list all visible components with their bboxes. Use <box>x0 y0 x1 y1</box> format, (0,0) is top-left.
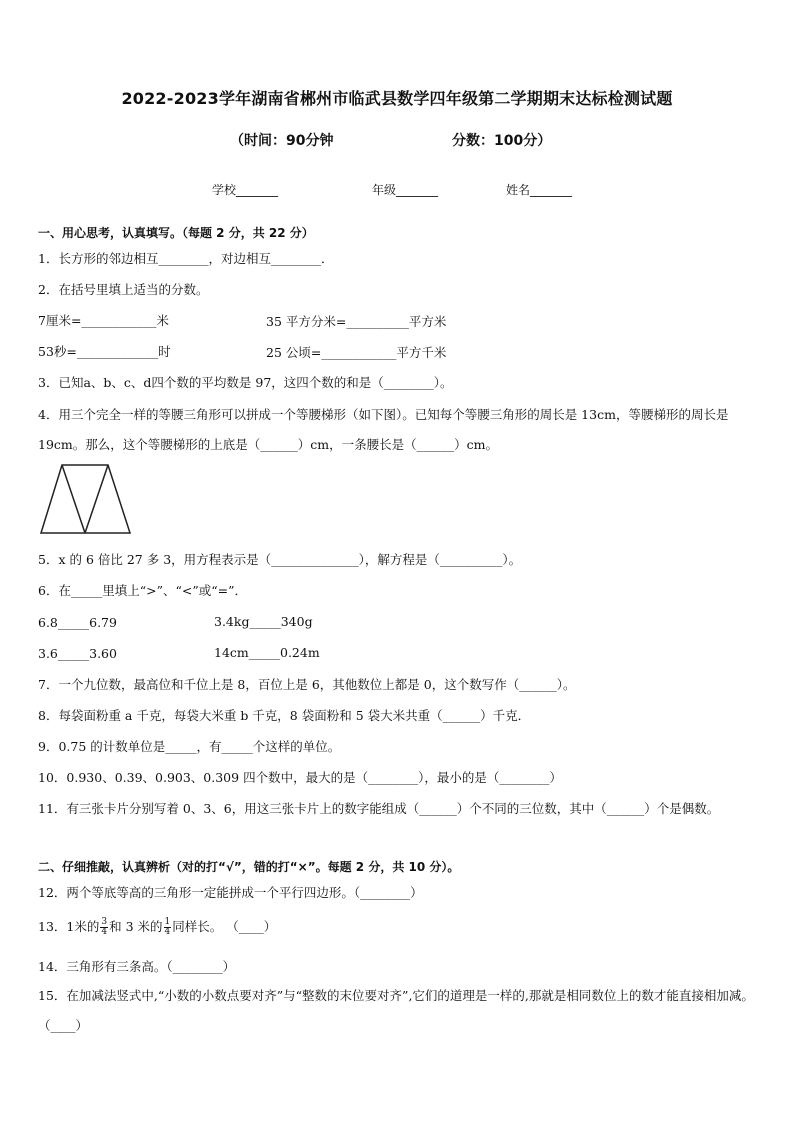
section2-heading: 二、仔细推敲，认真辨析（对的打“√”，错的打“×”。每题 2 分，共 10 分）。 <box>38 860 460 874</box>
question-10: 10．0.930、0.39、0.903、0.309 四个数中，最大的是（________），最小的是（________） <box>38 770 562 785</box>
question-6: 6．在_____里填上“>”、“<”或“=”． <box>38 583 247 598</box>
question-13-pre: 13．1米的 <box>38 919 100 934</box>
question-13-post: 同样长。 （____） <box>172 919 277 934</box>
question-9: 9．0.75 的计数单位是_____，有_____个这样的单位。 <box>38 739 341 754</box>
page-title: 2022-2023学年湖南省郴州市临武县数学四年级第二学期期末达标检测试题 <box>121 89 673 108</box>
question-6b: 3.4kg_____340g <box>214 614 313 629</box>
question-2b: 35 平方分米=__________平方米 <box>266 314 447 329</box>
question-7: 7．一个九位数，最高位和千位上是 8，百位上是 6，其他数位上都是 0，这个数写作（______）。 <box>38 677 576 692</box>
question-6c: 3.6_____3.60 <box>38 646 117 661</box>
question-6d: 14cm_____0.24m <box>214 645 320 660</box>
question-8: 8．每袋面粉重 a 千克，每袋大米重 b 千克，8 袋面粉和 5 袋大米共重（______）千克． <box>38 708 531 723</box>
question-5: 5．x 的 6 倍比 27 多 3，用方程表示是（______________），解方程是（__________）。 <box>38 552 522 567</box>
fraction-numerator: 3 <box>101 917 108 927</box>
question-2: 2．在括号里填上适当的分数。 <box>38 282 209 297</box>
question-2d: 25 公顷=____________平方千米 <box>266 345 447 360</box>
question-3: 3．已知a、b、c、d四个数的平均数是 97，这四个数的和是（________）。 <box>38 375 453 390</box>
question-6a: 6.8_____6.79 <box>38 615 117 630</box>
fraction-numerator: 1 <box>164 917 171 927</box>
question-12: 12．两个等底等高的三角形一定能拼成一个平行四边形。（________） <box>38 885 423 900</box>
name-field: 姓名_______ <box>506 183 573 197</box>
trapezoid-figure <box>38 462 134 536</box>
exam-time: （时间：90分钟 <box>230 133 334 149</box>
question-4: 4．用三个完全一样的等腰三角形可以拼成一个等腰梯形（如下图）。已知每个等腰三角形的周长是 13cm，等腰梯形的周长是 19cm。那么，这个等腰梯形的上底是（______）cm，一条腰长是（______）cm。 <box>38 407 729 452</box>
fraction-three-quarters <box>100 918 108 937</box>
question-11: 11．有三张卡片分别写着 0、3、6，用这三张卡片上的数字能组成（______）个不同的三位数，其中（______）个是偶数。 <box>38 801 720 816</box>
fraction-one-quarter <box>164 918 172 937</box>
fraction-denominator: 4 <box>101 927 108 937</box>
fraction-denominator: 4 <box>164 927 171 937</box>
exam-score: 分数：100分） <box>452 133 552 149</box>
question-2c: 53秒=_____________时 <box>38 344 171 359</box>
school-field: 学校_______ <box>212 183 279 197</box>
question-13 <box>38 918 276 937</box>
question-15: 15．在加减法竖式中,“小数的小数点要对齐”与“整数的末位要对齐”,它们的道理是一样的,那就是相同数位上的数才能直接相加减。 （____） <box>38 988 754 1033</box>
question-13-mid: 和 3 米的 <box>109 919 163 934</box>
grade-field: 年级_______ <box>372 183 439 197</box>
question-2a: 7厘米=____________米 <box>38 313 169 328</box>
section1-heading: 一、用心思考，认真填写。（每题 2 分，共 22 分） <box>38 226 314 240</box>
question-14: 14．三角形有三条高。（________） <box>38 959 236 974</box>
question-1: 1．长方形的邻边相互________，对边相互________． <box>38 251 334 266</box>
